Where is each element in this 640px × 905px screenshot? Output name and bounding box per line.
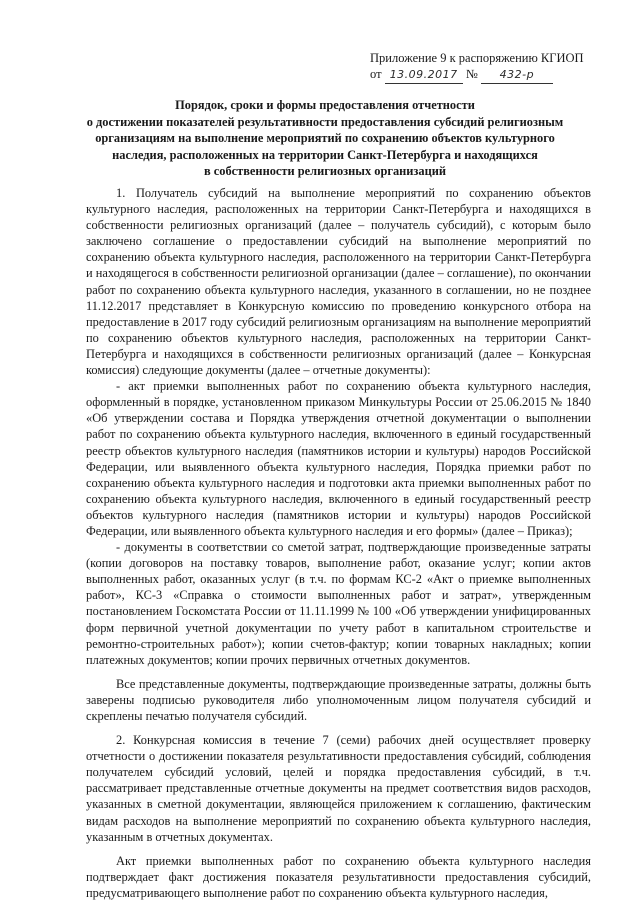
handwritten-number: 432-р: [481, 67, 553, 84]
paragraph-act-item: - акт приемки выполненных работ по сохранению объекта культурного наследия, оформленный в порядке, установленном приказом Минкультуры России от 25.06.2015 № 1840 «Об утверждении состава и Порядка утверждения отчетной документации о выполнении работ по сохранению объекта культурного наследия, включенного в единый государственный реестр объектов культурного наследия (памятников истории и культуры) народов Российской Федерации, или выявленного объекта культурного наследия, Порядка приемки работ по сохранению объекта культурного наследия и подготовки акта приемки выполненных работ по сохранению объекта культурного наследия, включенного в единый государственный реестр объектов культурного наследия (памятников истории и культуры) народов Российской Федерации, или выявленного объекта культурного наследия и его формы» (далее – Приказ);: [86, 379, 591, 538]
annex-date-number-line: [370, 66, 620, 84]
title-line: в собственности религиозных организаций: [203, 164, 447, 179]
date-label: от: [370, 67, 382, 81]
title-line: Порядок, сроки и формы предоставления отчетности: [175, 98, 475, 112]
number-label: №: [465, 67, 478, 81]
document-body: [86, 185, 591, 901]
paragraph-certification: Все представленные документы, подтверждающие произведенные затраты, должны быть заверены подписью руководителя либо уполномоченным лицом получателя субсидий и скреплены печатью получателя субсидий.: [86, 676, 591, 723]
document-title: [60, 97, 590, 180]
annex-title: Приложение 9 к распоряжению КГИОП: [370, 51, 584, 65]
paragraph-1: 1. Получатель субсидий на выполнение мероприятий по сохранению объектов культурного наследия, расположенных на территории Санкт-Петербурга и находящихся в собственности религиозных организаций (далее – получатель субсидий), с которым было заключено соглашение о предоставлении субсидий на выполнение мероприятий по сохранению объекта культурного наследия, расположенного на территории Санкт-Петербурга и находящегося в собственности религиозной организации (далее – соглашение), по окончании работ по сохранению объекта культурного наследия, указанного в соглашении, но не позднее 11.12.2017 представляет в Конкурсную комиссию по проведению конкурсного отбора на предоставление в 2017 году субсидий религиозным организациям на выполнение мероприятий по сохранению объектов культурного наследия, расположенных на территории Санкт-Петербурга и находящихся в собственности религиозных организаций (далее – Конкурсная комиссия) следующие документы (далее – отчетные документы):: [86, 186, 591, 378]
title-line: наследия, расположенных на территории Санкт-Петербурга и находящихся: [112, 147, 538, 162]
paragraph-act-confirmation: Акт приемки выполненных работ по сохранению объекта культурного наследия подтверждает факт достижения показателя результативности предоставления субсидий, предусматривающего выполнение работ по сохранению объекта культурного наследия,: [86, 853, 591, 900]
title-line: организациям на выполнение мероприятий по сохранению объектов культурного: [95, 131, 555, 146]
title-line: о достижении показателей результативности предоставления субсидий религиозным: [86, 114, 564, 129]
handwritten-date: 13.09.2017: [385, 67, 463, 84]
annex-header: [370, 50, 620, 84]
paragraph-2: 2. Конкурсная комиссия в течение 7 (семи) рабочих дней осуществляет проверку отчетности о достижении показателя результативности предоставления субсидий, соблюдения получателем субсидий условий, целей и порядка предоставления субсидий, в т.ч. рассматривает представленные отчетные документы на предмет соответствия видов расходов, указанных в сметной документации, являющейся приложением к соглашению, фактическим видам расходов на выполнение мероприятий по сохранению объекта культурного наследия, указанным в отчетных документах.: [86, 733, 591, 844]
paragraph-documents-item: - документы в соответствии со сметой затрат, подтверждающие произведенные затраты (копии договоров на поставку товаров, выполнение работ, оказание услуг; копии актов выполненных работ, оказанных услуг (в т.ч. по формам КС-2 «Акт о приемке выполненных работ», КС-3 «Справка о стоимости выполненных работ и затрат», утвержденным постановлением Госкомстата России от 11.11.1999 № 100 «Об утверждении унифицированных форм первичной учетной документации по учету работ в капитальном строительстве и ремонтно-строительных работ»); копии счетов-фактур; копии товарных накладных; копии платежных документов; копии прочих первичных отчетных документов.: [86, 540, 591, 667]
